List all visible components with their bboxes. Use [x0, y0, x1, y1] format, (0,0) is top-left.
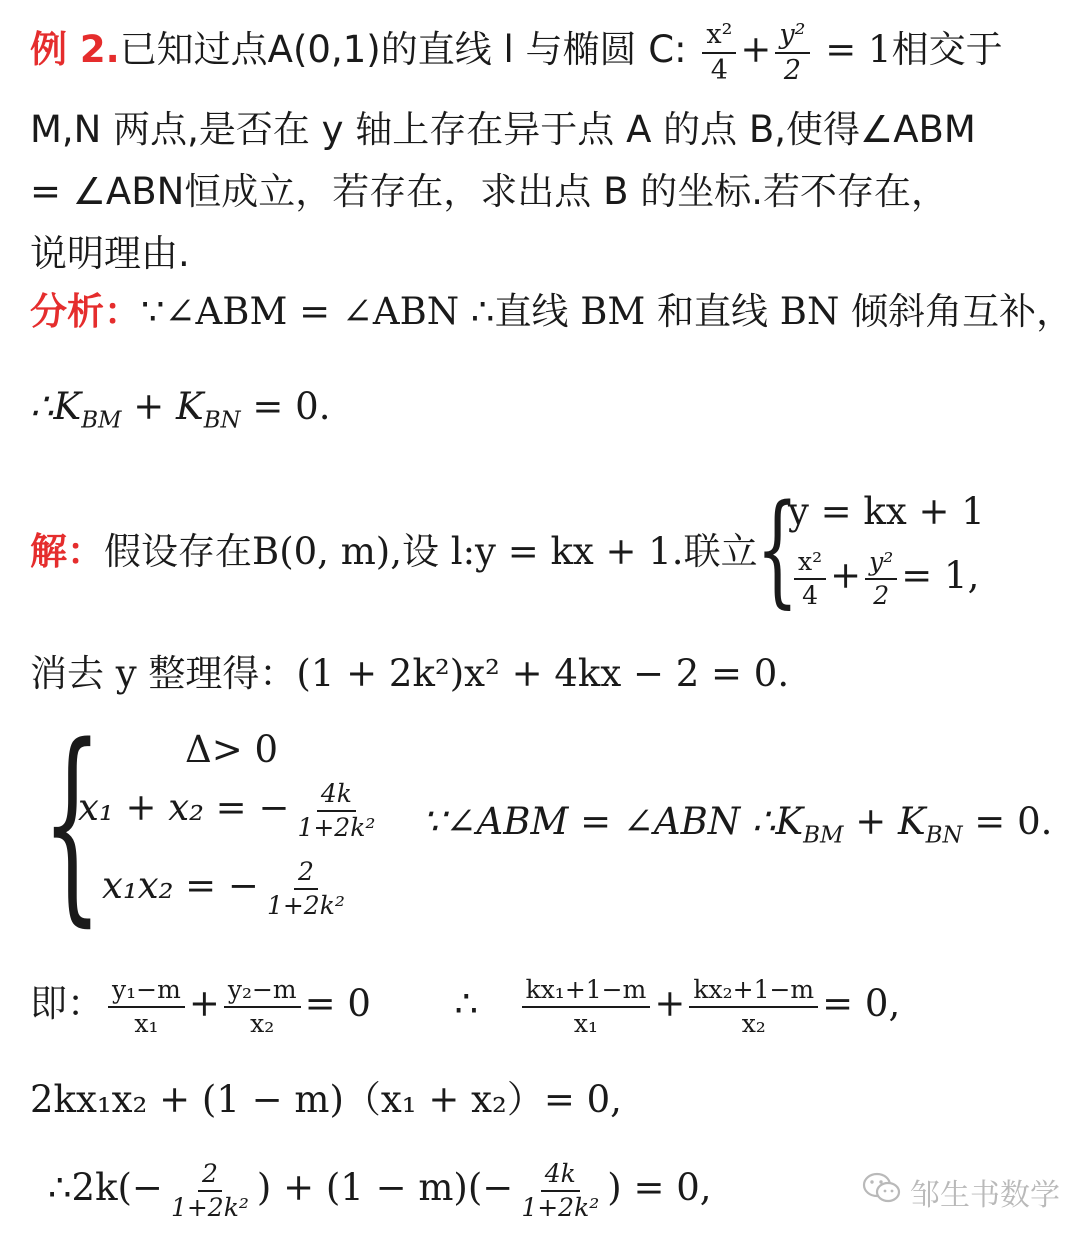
product-of-roots: x₁x₂ = − $\frac{2}{\text{1+2k²}}$ — [102, 857, 345, 920]
ellipse-x-fraction: $\frac{\text{x²}}{4}$ — [702, 20, 736, 85]
problem-text-1: 已知过点A(0,1)的直线 l 与椭圆 C: — [119, 28, 687, 72]
analysis-line: 分析：∵∠ABM = ∠ABN ∴直线 BM 和直线 BN 倾斜角互补， — [30, 290, 1074, 333]
analysis-conclusion: $\therefore K_{BM} + K_{BN} = 0$. — [30, 385, 331, 434]
analysis-label: 分析： — [30, 290, 141, 333]
system-equation-2: $\frac{\text{x²}}{4}$ + $\frac{\text{y²}}{2}$ = 1, — [790, 548, 979, 609]
watermark-text: 邹生书数学 — [910, 1178, 1060, 1213]
system-equation-1: y = kx + 1 — [788, 490, 985, 533]
problem-line-2: M,N 两点,是否在 y 轴上存在异于点 A 的点 B,使得∠ABM — [30, 108, 976, 151]
problem-line-4: 说明理由. — [30, 232, 190, 275]
final-line: ∴2k(− $\frac{2}{\text{1+2k²}}$ ) + (1 − m)(− $\frac{4k}{\text{1+2k²}}$ ) = 0, — [48, 1159, 712, 1222]
system-brace-2: { — [42, 700, 103, 945]
ellipse-y-fraction: $\frac{\text{y²}}{2}$ — [775, 20, 809, 85]
solution-label: 解： — [30, 530, 104, 573]
problem-line-1: 例 2.已知过点A(0,1)的直线 l 与椭圆 C: $\frac{\text{x²}}{4}$ + $\frac{\text{y²}}{2}$ = 1相交于 — [30, 19, 1003, 86]
watermark — [862, 1170, 1060, 1214]
sum-product-line: 2kx₁x₂ + (1 − m)（x₁ + x₂）= 0, — [30, 1078, 622, 1121]
because-line: ∵∠ABM = ∠ABN $\therefore K_{BM} + K_{BN} = 0$. — [422, 800, 1053, 849]
ji-line: 即： $\frac{\text{y₁−m}}{\text{x₁}}$ + $\frac{\text{y₂−m}}{\text{x₂}}$ = 0 ∴ $\frac{\text{kx₁+1−m}}{\text{x₁}}$ + $\frac{\text{kx₂+1−m}}{\text{x₂}}$ = 0, — [30, 975, 901, 1038]
delta-condition: Δ> 0 — [185, 728, 279, 771]
problem-label: 例 2. — [30, 28, 120, 72]
wechat-icon — [862, 1171, 902, 1213]
solution-line: 解：假设存在B(0, m),设 l:y = kx + 1.联立 — [30, 530, 758, 573]
problem-line-3: = ∠ABN恒成立，若存在，求出点 B 的坐标.若不存在， — [30, 170, 948, 213]
eliminate-line: 消去 y 整理得：(1 + 2k²)x² + 4kx − 2 = 0. — [30, 652, 790, 695]
sum-of-roots: x₁ + x₂ = − $\frac{4k}{\text{1+2k²}}$ — [78, 779, 376, 842]
system-brace-1: { — [756, 478, 799, 620]
